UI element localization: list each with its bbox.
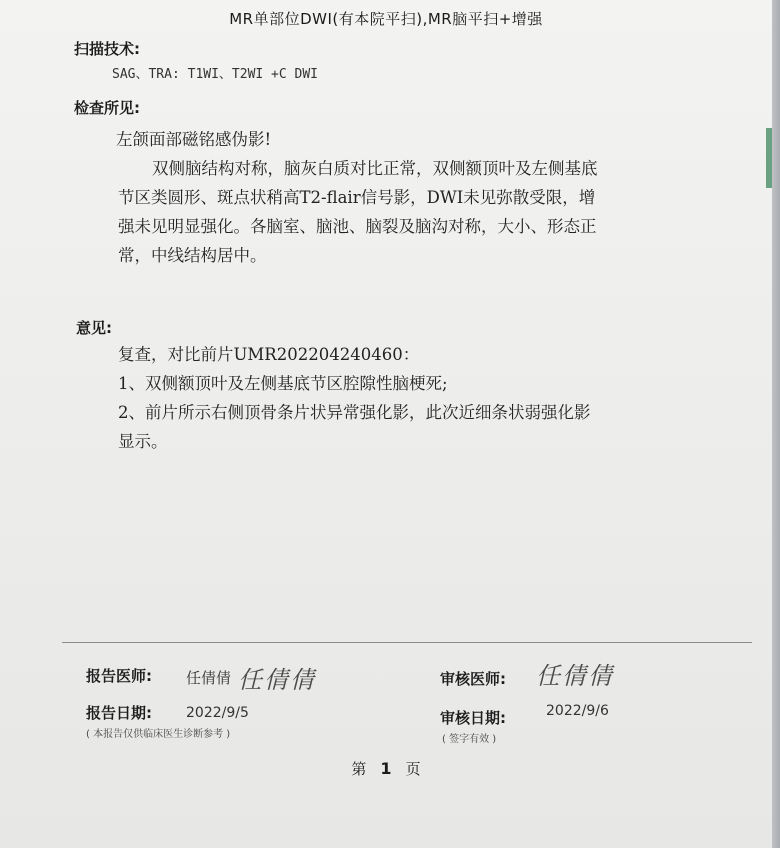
findings-label: 检查所见:: [74, 99, 140, 117]
findings-line: 左颌面部磁铭感伪影!: [116, 130, 272, 149]
findings-line: 常，中线结构居中。: [118, 246, 267, 265]
opinion-line: 1、双侧额顶叶及左侧基底节区腔隙性脑梗死;: [118, 374, 448, 393]
review-doctor-signature: 任倩倩: [536, 662, 614, 690]
page-number-value: 1: [380, 759, 392, 778]
scan-technique-value: SAG、TRA: T1WI、T2WI +C DWI: [112, 67, 319, 82]
scan-technique-label: 扫描技术:: [74, 40, 140, 58]
opinion-line: 显示。: [118, 432, 168, 451]
report-date-value: 2022/9/5: [186, 705, 249, 721]
signature-note: ( 签字有效 ): [442, 734, 497, 745]
findings-line: 节区类圆形、斑点状稍高T2-flair信号影，DWI未见弥散受限，增: [118, 188, 596, 207]
report-doctor-label: 报告医师:: [86, 667, 152, 685]
opinion-label: 意见:: [76, 319, 112, 337]
footer-divider: [62, 642, 752, 643]
report-disclaimer: ( 本报告仅供临床医生诊断参考 ): [86, 729, 231, 740]
review-doctor-label: 审核医师:: [440, 670, 506, 688]
page-number: [0, 758, 772, 779]
report-doctor-signature: 任倩倩: [238, 666, 316, 694]
review-date-value: 2022/9/6: [546, 703, 609, 719]
findings-line: 强未见明显强化。各脑室、脑池、脑裂及脑沟对称，大小、形态正: [118, 217, 597, 236]
findings-line: 双侧脑结构对称，脑灰白质对比正常，双侧额顶叶及左侧基底: [152, 159, 598, 178]
report-date-label: 报告日期:: [86, 704, 152, 722]
opinion-line: 复查，对比前片UMR202204240460：: [118, 345, 420, 364]
report-doctor-name: 任倩倩: [186, 669, 232, 687]
paper-edge: [772, 0, 780, 848]
review-date-label: 审核日期:: [440, 709, 506, 727]
report-title: MR单部位DWI(有本院平扫),MR脑平扫+增强: [229, 10, 543, 28]
page-prefix: 第: [351, 760, 367, 778]
page-suffix: 页: [405, 760, 421, 778]
opinion-line: 2、前片所示右侧顶骨条片状异常强化影，此次近细条状弱强化影: [118, 403, 591, 422]
